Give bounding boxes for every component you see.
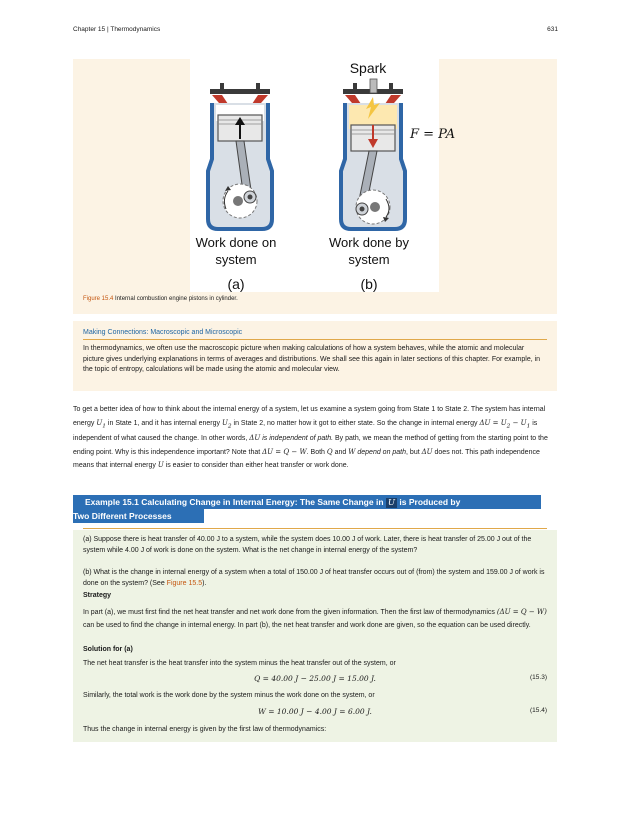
main-paragraph [73,404,557,473]
panel-a-caption-line1: Work done on [195,235,277,250]
equation-number: (15.3) [530,674,547,681]
text-run: . Both [306,448,327,456]
panel-a-tag: (a) [227,276,245,292]
strategy-heading: Strategy [83,592,112,599]
example-title-line1: Example 15.1 Calculating Change in Internal Energy: The Same Change in U is Produced by [73,495,541,509]
panel-a-caption-line2: system [215,252,257,267]
equation-expression: Q = 40.00 J − 25.00 J = 15.00 J. [254,674,376,683]
text-run: does not. This path independence means that internal energy [73,448,540,470]
math-W: W [348,447,356,456]
text-run: in State 2, no matter how it got to either state. So the change in internal energy [231,419,480,427]
equation-15-3 [83,674,547,686]
example-title-line2: Two Different Processes [73,509,204,523]
equation-number: (15.4) [530,707,547,714]
solution-text-2: Similarly, the total work is the work done by the system minus the work done on the system, or [83,692,375,699]
force-label: F = PA [410,127,456,142]
example-divider [83,528,547,529]
math-delta-u: ΔU [421,447,433,456]
figure-caption-text: Internal combustion engine pistons in cylinder. [113,296,238,302]
text-run: and [332,448,349,456]
piston-b [341,79,405,229]
text-run-italic: is independent of path. [260,435,334,443]
spark-label: Spark [349,60,387,76]
text-run: is easier to consider than either heat transfer or work done. [163,462,349,470]
solution-text-3: Thus the change in internal energy is given by the first law of thermodynamics: [83,726,327,733]
figure-15-5-link[interactable]: Figure 15.5 [166,579,203,587]
chapter-title: Chapter 15 | Thermodynamics [73,26,161,33]
making-connections-box [73,321,557,391]
connections-divider [83,339,547,340]
math-delta-u-equation: $\Delta U = U_2 - U_1$ [479,418,531,429]
solution-text-1: The net heat transfer is the heat transfer into the system minus the heat transfer out of the system, or [83,660,396,667]
math-U-highlight: U [387,497,396,508]
text-run: To get a better idea of how to think about the internal energy of a system, let us examine a system going from State 1 to State 2. The system has internal energy [73,406,546,427]
math-U2: $U_2$ [221,418,232,429]
figure-label: Figure 15.4 [83,296,114,302]
math-Q: Q [326,447,333,456]
panel-b-tag: (b) [360,276,378,292]
math-U1: $U_1$ [96,418,106,429]
part-b: (b) What is the change in internal energy of a system when a total of 150.00 J of heat transfer occurs out of (from) the system and 159.00 J of work is done on the system? (See Figure 15.5). [83,569,545,587]
piston-illustration [190,59,456,292]
figure-15-4 [73,59,557,314]
page-header [73,26,558,36]
text-run: is independent of what caused the change. In other words, [73,419,538,443]
connections-title: Making Connections: Macroscopic and Microscopic [83,329,243,336]
figure-caption [83,296,238,302]
math-U: U [157,461,164,470]
piston-a [208,83,272,229]
strategy-text: In part (a), we must first find the net heat transfer and net work done from the given information. Then the first law of thermodynamics (ΔU = Q − W) can be used to find the change in internal energy. In part (b), the net heat transfer and work done are given, so the equation can be used directly. [83,608,547,629]
page-number: 631 [547,26,558,33]
text-run: in State 1, and it has internal energy [105,419,222,427]
text-run: By path, we mean the method of getting from the starting point to the ending point. Why is this independence important? Note that [73,435,548,456]
math-first-law: (ΔU = Q − W) [496,608,547,616]
example-body [73,530,557,742]
example-title [73,495,557,525]
solution-heading: Solution for (a) [83,646,133,653]
part-a: (a) Suppose there is heat transfer of 40.00 J to a system, while the system does 10.00 J of work. Later, there is heat transfer of 25.00 J out of the system while 4.00 J of work is done on the system. What is the net change in internal energy of the system? [83,536,532,554]
equation-15-4 [83,707,547,719]
math-delta-u: ΔU [249,434,261,443]
text-run: , but [406,448,422,456]
panel-b-caption-line1: Work done by [329,235,409,250]
math-first-law: ΔU = Q − W [262,447,307,456]
connections-body: In thermodynamics, we often use the macroscopic picture when making calculations of how a system behaves, while the atomic and molecular picture gives underlying explanations in terms of averages and distributions. We shall see this again in later sections of this chapter. For example, in the topic of entropy, calculations will be made using the atomic and molecular view. [83,345,541,373]
equation-expression: W = 10.00 J − 4.00 J = 6.00 J. [258,707,372,716]
panel-b-caption-line2: system [348,252,390,267]
text-run-italic: depend on path [355,448,407,456]
piston-diagram [190,59,456,292]
